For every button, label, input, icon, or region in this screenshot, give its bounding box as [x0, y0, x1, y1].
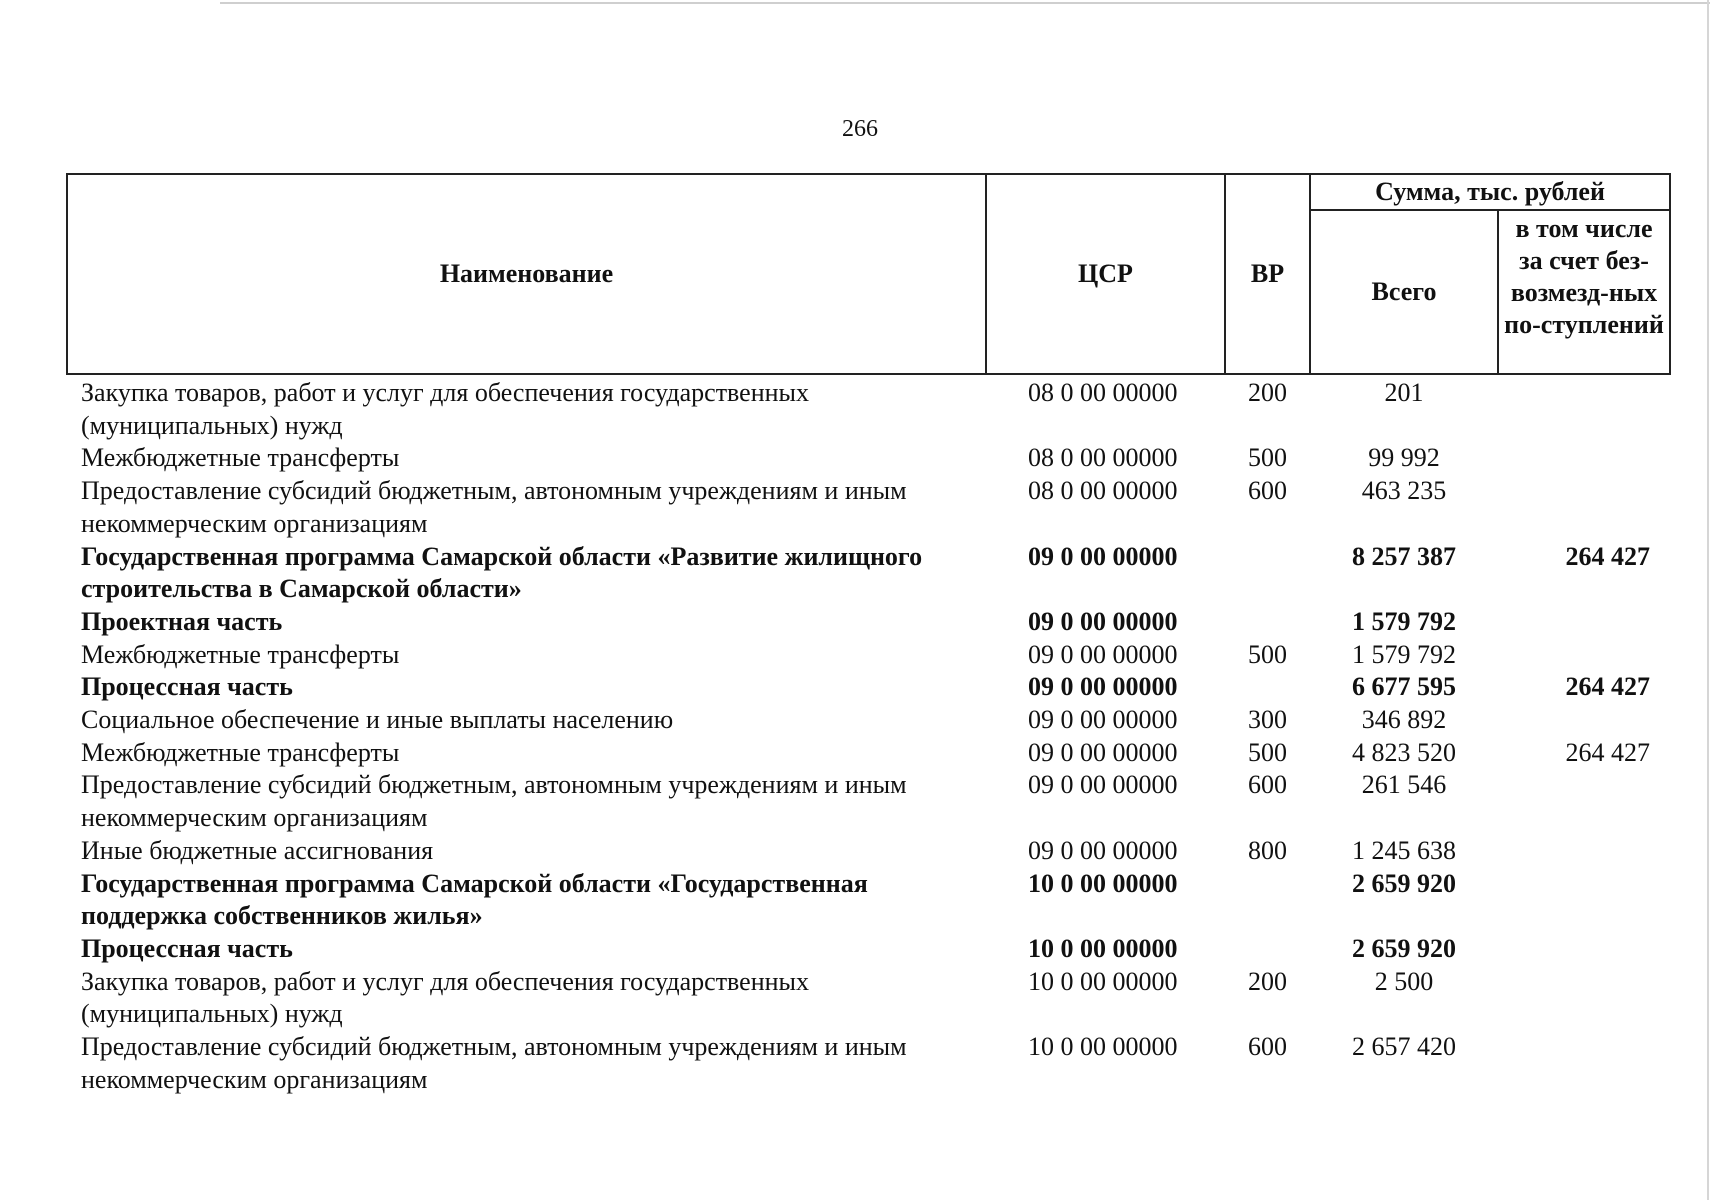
- table-row: [67, 868, 1670, 933]
- row-csr: 09 0 00 00000: [1028, 606, 1178, 636]
- table-row: [67, 835, 1670, 868]
- row-name: Процессная часть: [81, 672, 293, 702]
- table-row: [67, 933, 1670, 966]
- header-vr: ВР: [1225, 174, 1310, 374]
- row-csr: 09 0 00 00000: [1028, 835, 1178, 865]
- row-vr: [1225, 868, 1310, 933]
- table-row: [67, 704, 1670, 737]
- row-free: [1498, 1031, 1670, 1096]
- row-name: Межбюджетные трансферты: [81, 639, 400, 669]
- row-total: 1 579 792: [1352, 639, 1456, 669]
- table-row: [67, 737, 1670, 770]
- row-total: 1 245 638: [1352, 835, 1456, 865]
- row-free: 264 427: [1565, 737, 1650, 767]
- row-free: [1498, 868, 1670, 933]
- row-csr: 09 0 00 00000: [1028, 737, 1178, 767]
- table-row: [67, 475, 1670, 540]
- row-csr: 08 0 00 00000: [1028, 476, 1178, 506]
- row-vr: 500: [1248, 639, 1287, 669]
- row-csr: 09 0 00 00000: [1028, 639, 1178, 669]
- row-name: Процессная часть: [81, 933, 293, 963]
- row-name: Межбюджетные трансферты: [81, 737, 400, 767]
- header-sum: Сумма, тыс. рублей: [1310, 174, 1670, 210]
- row-total: 201: [1384, 378, 1424, 407]
- row-free: [1498, 835, 1670, 868]
- row-total: 8 257 387: [1352, 541, 1456, 571]
- row-csr: 09 0 00 00000: [1028, 770, 1178, 800]
- row-vr: 500: [1248, 737, 1287, 767]
- row-name: Социальное обеспечение и иные выплаты населению: [81, 705, 674, 735]
- header-total: Всего: [1310, 210, 1498, 374]
- row-total: 2 659 920: [1352, 933, 1456, 963]
- table-row: [67, 374, 1670, 442]
- row-vr: [1225, 933, 1310, 966]
- row-free: [1498, 704, 1670, 737]
- row-total: 4 823 520: [1352, 737, 1456, 767]
- header-free: в том числе за счет без-возмезд-ных по-ступлений: [1498, 210, 1670, 374]
- row-vr: 500: [1248, 443, 1287, 473]
- row-vr: 600: [1248, 1032, 1287, 1062]
- table-row: [67, 769, 1670, 834]
- table-row: [67, 671, 1670, 704]
- row-name: Предоставление субсидий бюджетным, автономным учреждениям и иным некоммерческим организациям: [81, 770, 907, 833]
- row-vr: [1225, 606, 1310, 639]
- row-total: 2 500: [1374, 966, 1434, 996]
- table-header: [67, 174, 1670, 374]
- row-csr: 09 0 00 00000: [1028, 705, 1178, 735]
- row-csr: 08 0 00 00000: [1028, 443, 1178, 473]
- table-row: [67, 442, 1670, 475]
- row-free: [1498, 374, 1670, 442]
- row-vr: 200: [1248, 378, 1287, 407]
- table-row: [67, 639, 1670, 672]
- row-free: [1498, 475, 1670, 540]
- page-number: 266: [842, 116, 878, 142]
- row-vr: 300: [1248, 705, 1287, 735]
- row-free: [1498, 442, 1670, 475]
- row-vr: 200: [1248, 966, 1287, 996]
- row-vr: [1225, 541, 1310, 606]
- row-total: 463 235: [1361, 476, 1447, 506]
- row-csr: 09 0 00 00000: [1028, 541, 1178, 571]
- row-free: [1498, 769, 1670, 834]
- row-csr: 10 0 00 00000: [1028, 966, 1178, 996]
- row-total: 2 657 420: [1352, 1032, 1456, 1062]
- row-free: [1498, 933, 1670, 966]
- table-row: [67, 541, 1670, 606]
- row-total: 1 579 792: [1352, 606, 1456, 636]
- row-total: 6 677 595: [1352, 672, 1456, 702]
- row-total: 346 892: [1361, 705, 1447, 735]
- row-free: [1498, 639, 1670, 672]
- row-free: 264 427: [1565, 541, 1650, 571]
- row-name: Проектная часть: [81, 606, 283, 636]
- row-name: Предоставление субсидий бюджетным, автономным учреждениям и иным некоммерческим организациям: [81, 476, 907, 538]
- header-name: Наименование: [67, 174, 986, 374]
- row-free: 264 427: [1565, 672, 1650, 702]
- row-name: Межбюджетные трансферты: [81, 443, 400, 473]
- row-free: [1498, 606, 1670, 639]
- row-csr: 08 0 00 00000: [1028, 378, 1178, 407]
- row-vr: [1225, 671, 1310, 704]
- table-row: [67, 606, 1670, 639]
- scan-right-edge: [1707, 0, 1709, 1200]
- row-free: [1498, 966, 1670, 1031]
- row-name: Государственная программа Самарской области «Развитие жилищного строительства в Самарской области»: [81, 541, 923, 604]
- table-row: [67, 1031, 1670, 1096]
- table-row: [67, 966, 1670, 1031]
- row-csr: 10 0 00 00000: [1028, 1032, 1178, 1062]
- row-name: Государственная программа Самарской области «Государственная поддержка собственников жилья»: [81, 868, 868, 931]
- row-vr: 800: [1248, 835, 1287, 865]
- scan-top-edge: [220, 2, 1710, 4]
- row-total: 99 992: [1368, 443, 1440, 473]
- row-name: Закупка товаров, работ и услуг для обеспечения государственных (муниципальных) нужд: [81, 966, 810, 1029]
- row-total: 2 659 920: [1352, 868, 1456, 898]
- row-total: 261 546: [1361, 770, 1447, 800]
- row-csr: 09 0 00 00000: [1028, 672, 1178, 702]
- table-body: [67, 374, 1670, 1096]
- row-name: Предоставление субсидий бюджетным, автономным учреждениям и иным некоммерческим организациям: [81, 1032, 907, 1094]
- row-vr: 600: [1248, 770, 1287, 800]
- row-csr: 10 0 00 00000: [1028, 933, 1178, 963]
- row-csr: 10 0 00 00000: [1028, 868, 1178, 898]
- row-name: Закупка товаров, работ и услуг для обеспечения государственных (муниципальных) нужд: [81, 378, 810, 440]
- budget-table: [66, 173, 1671, 1096]
- row-vr: 600: [1248, 476, 1287, 506]
- header-csr: ЦСР: [986, 174, 1225, 374]
- row-name: Иные бюджетные ассигнования: [81, 835, 434, 865]
